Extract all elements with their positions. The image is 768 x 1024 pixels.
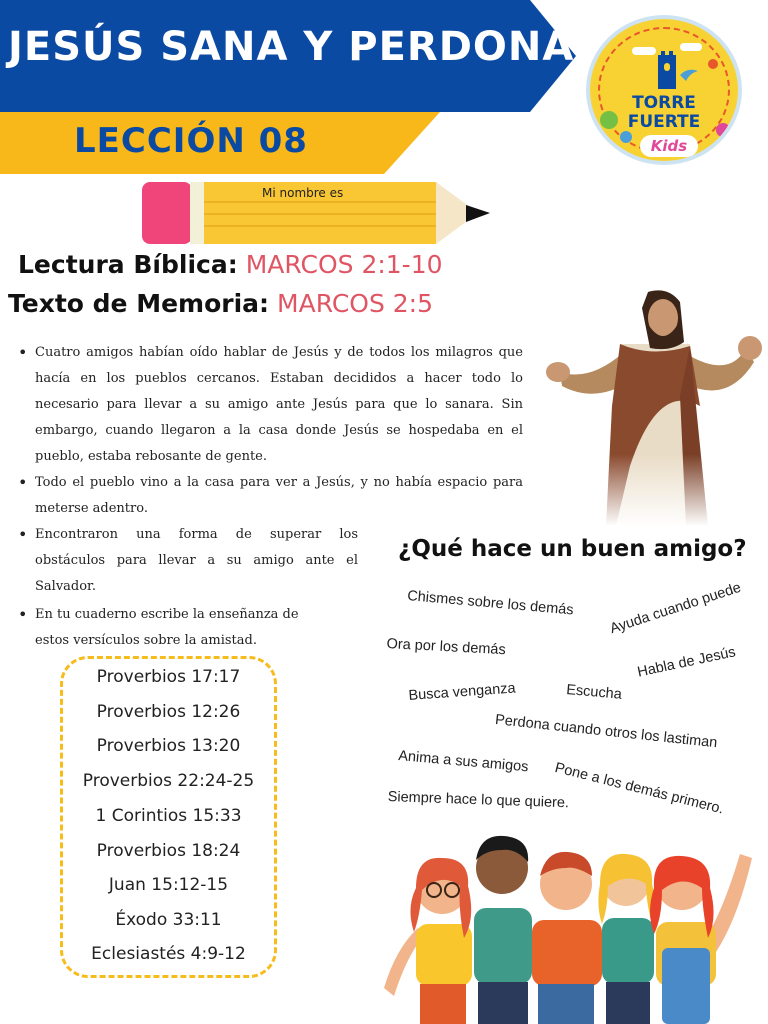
verse-item: Éxodo 33:11 — [115, 910, 222, 930]
bullet-paragraph-4: • En tu cuaderno escribe la enseñanza de estos versículos sobre la amistad. — [35, 602, 303, 654]
memory-verse-value: MARCOS 2:5 — [277, 289, 434, 318]
memory-verse-label: Texto de Memoria: — [8, 289, 270, 318]
torre-fuerte-logo — [586, 15, 742, 165]
friend-phrase: Habla de Jesús — [636, 644, 738, 681]
name-field-label: Mi nombre es — [262, 186, 344, 200]
logo-text-fuerte: FUERTE — [627, 112, 701, 132]
verse-item: 1 Corintios 15:33 — [95, 806, 242, 826]
friends-group-illustration — [376, 828, 760, 1024]
verse-item: Proverbios 22:24-25 — [82, 771, 255, 791]
good-friend-title: ¿Qué hace un buen amigo? — [398, 536, 747, 562]
verse-item: Proverbios 12:26 — [96, 702, 241, 722]
verse-item: Proverbios 13:20 — [96, 736, 241, 756]
friend-phrase: Perdona cuando otros los lastiman — [494, 712, 719, 752]
bible-reading — [18, 250, 443, 279]
verse-item: Proverbios 17:17 — [96, 667, 241, 687]
friend-phrase: Ayuda cuando puede — [608, 579, 744, 638]
tower-icon — [628, 41, 708, 93]
verse-item: Proverbios 18:24 — [96, 841, 241, 861]
friend-phrase: Pone a los demás primero. — [553, 760, 726, 818]
jesus-illustration — [540, 286, 768, 526]
friend-phrase: Busca venganza — [408, 680, 517, 704]
friend-phrase: Anima a sus amigos — [397, 748, 530, 776]
friend-phrase: Chismes sobre los demás — [406, 588, 575, 619]
verse-item: Juan 15:12-15 — [108, 875, 229, 895]
logo-text-torre: TORRE — [632, 93, 696, 113]
bible-reading-value: MARCOS 2:1-10 — [245, 250, 443, 279]
logo-text-kids: Kids — [640, 135, 698, 157]
friend-phrase: Escucha — [565, 682, 623, 703]
page-title: JESÚS SANA Y PERDONA — [8, 24, 575, 70]
bible-reading-label: Lectura Bíblica: — [18, 250, 238, 279]
bullet-paragraph-1: • Cuatro amigos habían oído hablar de Jesús y de todos los milagros que hacía en los pueblos cercanos. Estaban decididos a hacer todo lo necesario para llevar a su amigo ante Jesús para que lo sanara. Sin embargo, cuando llegaron a la casa donde Jesús se hospedaba en el pueblo, estaba rebosante de gente. — [35, 340, 523, 470]
friend-phrase: Ora por los demás — [386, 636, 507, 659]
bullet-paragraph-3: • Encontraron una forma de superar los obstáculos para llevar a su amigo ante el Salvador. — [35, 522, 358, 600]
memory-verse — [8, 289, 433, 318]
lesson-number: LECCIÓN 08 — [74, 121, 308, 161]
bullet-paragraph-2: • Todo el pueblo vino a la casa para ver a Jesús, y no había espacio para meterse adentro. — [35, 470, 523, 522]
friend-phrase: Siempre hace lo que quiere. — [387, 789, 570, 812]
verse-item: Eclesiastés 4:9-12 — [91, 944, 246, 964]
